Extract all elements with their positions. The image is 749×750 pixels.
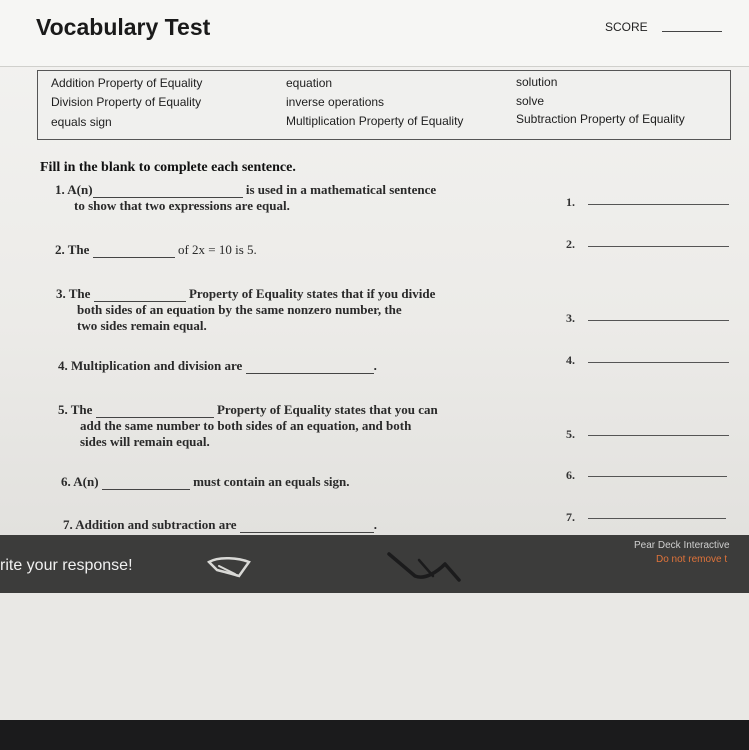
fill-blank[interactable] bbox=[246, 361, 374, 374]
fill-blank[interactable] bbox=[96, 405, 214, 418]
score-blank bbox=[662, 31, 722, 32]
answer-line[interactable] bbox=[588, 246, 729, 247]
check-swoosh-icon bbox=[385, 550, 465, 584]
question-4 bbox=[58, 358, 377, 374]
fill-blank[interactable] bbox=[240, 520, 374, 533]
question-7 bbox=[63, 517, 377, 533]
answer-number: 4. bbox=[566, 353, 575, 367]
question-text: two sides remain equal. bbox=[77, 318, 207, 333]
screen-bottom-edge bbox=[0, 720, 749, 750]
fill-blank[interactable] bbox=[93, 245, 175, 258]
question-text: Property of Equality states that if you divide bbox=[188, 286, 436, 301]
vocab-term: Multiplication Property of Equality bbox=[286, 114, 464, 128]
vocab-term: inverse operations bbox=[286, 95, 385, 109]
answer-number: 3. bbox=[566, 311, 575, 325]
question-text: of 2x = 10 is 5. bbox=[177, 242, 257, 257]
question-6 bbox=[61, 474, 349, 490]
question-text: both sides of an equation by the same nonzero number, the bbox=[77, 302, 402, 317]
scribble-icon bbox=[205, 552, 255, 582]
question-text: A(n) bbox=[73, 474, 99, 489]
answer-line[interactable] bbox=[588, 320, 729, 321]
fill-blank[interactable] bbox=[93, 185, 243, 198]
question-number: 2. bbox=[55, 242, 65, 257]
vocab-term: equals sign bbox=[51, 115, 112, 129]
question-1 bbox=[55, 182, 436, 214]
answer-number: 1. bbox=[566, 195, 575, 209]
pear-deck-warning: Do not remove t bbox=[656, 554, 728, 565]
instructions: Fill in the blank to complete each sentence. bbox=[40, 160, 296, 175]
question-3 bbox=[56, 286, 435, 334]
answer-line[interactable] bbox=[588, 435, 729, 436]
question-text: Addition and subtraction are bbox=[75, 517, 237, 532]
vocabulary-box bbox=[37, 70, 731, 140]
question-number: 5. bbox=[58, 402, 68, 417]
question-text: is used in a mathematical sentence bbox=[245, 182, 437, 197]
pear-deck-label: Pear Deck Interactive bbox=[634, 540, 730, 551]
lower-paper bbox=[0, 593, 749, 720]
question-number: 4. bbox=[58, 358, 68, 373]
question-text: sides will remain equal. bbox=[80, 434, 210, 449]
vocab-term: solve bbox=[516, 94, 545, 108]
vocab-term: Addition Property of Equality bbox=[51, 76, 203, 90]
question-text: A(n) bbox=[67, 182, 93, 197]
response-prompt[interactable]: rite your response! bbox=[0, 557, 133, 574]
question-5 bbox=[58, 402, 438, 450]
question-text: add the same number to both sides of an equation, and both bbox=[80, 418, 412, 433]
fill-blank[interactable] bbox=[102, 477, 190, 490]
answer-line[interactable] bbox=[588, 204, 729, 205]
vocab-term: Division Property of Equality bbox=[51, 95, 202, 109]
question-text: The bbox=[67, 242, 90, 257]
vocab-term: equation bbox=[286, 76, 333, 90]
question-2 bbox=[55, 242, 257, 258]
question-number: 6. bbox=[61, 474, 71, 489]
question-text: must contain an equals sign. bbox=[193, 474, 350, 489]
question-text: . bbox=[373, 358, 377, 373]
question-number: 1. bbox=[55, 182, 65, 197]
answer-number: 6. bbox=[566, 468, 575, 482]
question-number: 7. bbox=[63, 517, 73, 532]
question-text: Multiplication and division are bbox=[71, 358, 243, 373]
question-text: The bbox=[70, 402, 93, 417]
answer-number: 5. bbox=[566, 427, 575, 441]
page-title: Vocabulary Test bbox=[36, 14, 211, 40]
question-text: The bbox=[68, 286, 91, 301]
vocab-term: Subtraction Property of Equality bbox=[516, 112, 685, 126]
answer-number: 7. bbox=[566, 510, 575, 524]
answer-number: 2. bbox=[566, 237, 575, 251]
question-text: Property of Equality states that you can bbox=[216, 402, 438, 417]
question-text: to show that two expressions are equal. bbox=[74, 198, 290, 213]
score-label: SCORE bbox=[605, 20, 648, 34]
fill-blank[interactable] bbox=[94, 289, 186, 302]
question-number: 3. bbox=[56, 286, 66, 301]
answer-line[interactable] bbox=[588, 362, 729, 363]
answer-line[interactable] bbox=[588, 476, 727, 477]
answer-line[interactable] bbox=[588, 518, 726, 519]
vocab-term: solution bbox=[516, 75, 558, 89]
question-text: . bbox=[373, 517, 378, 532]
